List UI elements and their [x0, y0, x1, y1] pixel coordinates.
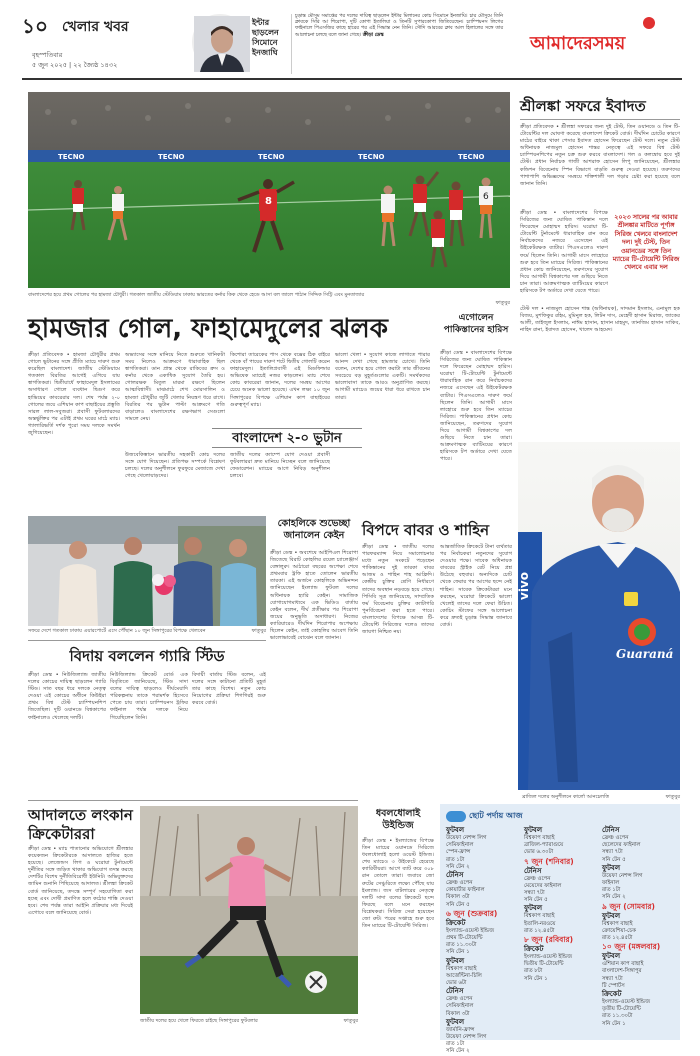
schedule-line: ভোর ৬.৩০টা [524, 849, 554, 856]
ad-board-text: TECNO [58, 153, 85, 161]
coach-photo [518, 442, 680, 790]
schedule-sport: টেনিস [446, 987, 464, 996]
schedule-line: সন্ধ্যা ৭টা [602, 975, 623, 982]
football-credit: ফাতুবুর [343, 1018, 358, 1024]
hero-caption [28, 292, 510, 299]
main-story-col4: ভালো খেলা • সুযোগ কাজে লাগাতে পারার আনন্দ দেখা গেছে হামজার চোখে। তিনি বলেন, দেশের হয়ে গোল করাটা তার জীবনের সবচেয়ে বড় মুহূর্তগুলোর একটি। সমর্থকদের ভালোবাসা তাকে আরও অনুপ্রাণিত করছে। আগামী ম্যাচেও জয়ের ধারা ধরে রাখতে চান তারা। [335, 352, 430, 401]
pakistan-body: ক্রীড়া ডেস্ক • বাংলাদেশের বিপক্ষে সিরিজের জন্য ঘোষিত পাকিস্তান দলে ফিরেছেন মোহাম্মদ হারিস। ঘরোয়া টি-টোয়েন্টি টুর্নামেন্টে ধারাবাহিক রান করে নির্বাচকদের নজরে এসেছেন এই উইকেটরক্ষক ব্যাটার। পিএসএলেও দারুণ ফর্মে ছিলেন তিনি। আগামী মাসে লাহোরে শুরু হবে তিন ম্যাচের সিরিজ। পাকিস্তানের প্রধান কোচ জানিয়েছেন, তরুণদের সুযোগ দিয়ে আগামী বিশ্বকাপের দল গুছিয়ে নিতে চান তারা। আক্রমণাত্মক ব্যাটিংয়ের কারণে হারিসকে টপ অর্ডারে দেখা যেতে পারে। [440, 350, 512, 463]
logo [530, 32, 680, 62]
lanka-body: ক্রীড়া ডেস্ক • ম্যাচ পাতানোর অভিযোগে শ্রীলঙ্কার কয়েকজন ক্রিকেটারকে আদালতে হাজির হতে হয়েছে। লেজেন্ডস লিগ ও ঘরোয়া টুর্নামেন্টে দুর্নীতির সঙ্গে জড়িত থাকার অভিযোগ তদন্ত করছে দেশটির বিশেষ দুর্নীতিবিরোধী ইউনিট। অভিযুক্তদের জামিন শুনানি পিছিয়েছে আদালত। শ্রীলঙ্কা ক্রিকেট বোর্ড জানিয়েছে, তদন্তে সম্পূর্ণ সহযোগিতা করা হচ্ছে এবং দোষী প্রমাণিত হলে কঠোর শাস্তি দেওয়া হবে। শেষ পর্যন্ত তারা আইনি প্রক্রিয়ার মধ্য দিয়েই এগোবে বলে জানিয়েছে বোর্ড। [28, 846, 133, 916]
kohli-body: ক্রীড়া ডেস্ক • অবশেষে আইপিএল শিরোপা জিতেছে বিরাট কোহলির রয়েল চ্যালেঞ্জার্স বেঙ্গালুরু। আঠারো বছরের অপেক্ষা শেষে প্রথমবার ট্রফি হাতে তোলেন ভারতীয় তারকা। এই অর্জনে কোহলিকে অভিনন্দন জানিয়েছেন ইংল্যান্ড ফুটবল দলের অধিনায়ক হ্যারি কেইন। সামাজিক যোগাযোগমাধ্যমে এক ভিডিও বার্তায় কেইন বলেন, দীর্ঘ প্রতীক্ষার পর শিরোপা জয়ের অনুভূতি অসাধারণ। নিজের ক্যারিয়ারেও দীর্ঘদিন শিরোপার অপেক্ষায় ছিলেন কেইন, তাই কোহলির আবেগ তিনি ভালোভাবেই বোঝেন বলে জানান। [270, 550, 358, 642]
hamza-image [28, 516, 266, 626]
hamza-caption-text: সফরে দেশে গতকাল ঢাকায় এয়ারপোর্টে এসে পৌঁছান ১০ জুন সিঙ্গাপুরের বিপক্ষে খেলবেন [28, 628, 206, 634]
sri-lanka-body-col [520, 210, 608, 300]
sri-lanka-body-cont: ক্রীড়া ডেস্ক • বাংলাদেশের বিপক্ষে সিরিজের জন্য ঘোষিত পাকিস্তান দলে ফিরেছেন মোহাম্মদ হারিস। ঘরোয়া টি-টোয়েন্টি টুর্নামেন্টে ধারাবাহিক রান করে নির্বাচকদের নজরে এসেছেন এই উইকেটরক্ষক ব্যাটার। পিএসএলেও দারুণ ফর্মে ছিলেন তিনি। আগামী মাসে লাহোরে শুরু হবে তিন ম্যাচের সিরিজ। পাকিস্তানের প্রধান কোচ জানিয়েছেন, তরুণদের সুযোগ দিয়ে আগামী বিশ্বকাপের দল গুছিয়ে নিতে চান তারা। আক্রমণাত্মক ব্যাটিংয়ের কারণে হারিসকে টপ অর্ডারে দেখা যেতে পারে। [520, 210, 608, 295]
schedule-line: মেয়েদের ফাইনাল [524, 882, 562, 889]
tv-icon [446, 811, 466, 822]
schedule-line: আর্জেন্টিনা-চিলি [446, 972, 482, 979]
score-banner: বাংলাদেশ ২-০ ভুটান [212, 428, 362, 448]
schedule-sport: ফুটবল [602, 952, 621, 961]
schedule-line: সনি টেন ২ [446, 863, 470, 870]
main-headline: হামজার গোল, ফাহামেদুলের ঝলক [28, 314, 388, 344]
sri-lanka-body: ক্রীড়া প্রতিবেদক • শ্রীলঙ্কা সফরের জন্য দুই টেস্ট, তিন ওয়ানডে ও তিন টি-টোয়েন্টির দল ঘোষণা করেছে বাংলাদেশ ক্রিকেট বোর্ড। দীর্ঘদিন চোটের কারণে মাঠের বাইরে থাকা পেসার ইবাদত হোসেন ফিরেছেন টেস্ট দলে। নতুন টেস্ট অধিনায়ক নাজমুল হোসেন শান্তর নেতৃত্বে এই সফরে বিশ্ব টেস্ট চ্যাম্পিয়নশিপের নতুন চক্র শুরু করবে বাংলাদেশ। গল ও কলম্বোয় হবে দুই টেস্ট। প্রধান নির্বাচক গাজী আশরাফ হোসেন লিপু জানিয়েছেন, শ্রীলঙ্কার কন্ডিশন বিবেচনায় স্পিন বিভাগে বাড়তি গুরুত্ব দেওয়া হয়েছে। তরুণদের পাশাপাশি অভিজ্ঞদের সমন্বয়ে শক্তিশালী দল গড়ার চেষ্টা করা হয়েছে বলে জানান তিনি। [520, 124, 680, 187]
schedule-sport: ফুটবল [446, 826, 465, 834]
lanka-divider [28, 800, 358, 801]
schedule-sport: টেনিস [524, 866, 542, 875]
schedule-date: ৮ জুন (রবিবার) [524, 935, 574, 945]
schedule-line: রাত ৮টা [524, 968, 543, 975]
schedule-box [440, 804, 680, 1055]
schedule-sport: ক্রিকেট [524, 945, 544, 954]
news-note-body [295, 14, 503, 74]
coach-image [518, 442, 680, 790]
schedule-line: ইতালি-নরওয়ে [524, 920, 556, 927]
schedule-line: সনি টেন ২ [602, 894, 626, 901]
babar-body-1: ক্রীড়া ডেস্ক • জাতীয় দলের পারফরম্যান্স নিয়ে সমালোচনার মধ্যে নতুন সংকটে পড়েছেন পাকিস্তানের দুই তারকা বাবর আজম ও শাহিন শাহ আফ্রিদি। কেন্দ্রীয় চুক্তির শ্রেণি নির্ধারণে তাদের অবস্থান নড়বড়ে হয়ে গেছে। পিসিবি সূত্র জানিয়েছে, সাম্প্রতিক ফর্ম বিবেচনায় চুক্তির ক্যাটাগরি পুনর্বিবেচনা করা হতে পারে। বাংলাদেশের বিপক্ষে আসন্ন টি-টোয়েন্টি সিরিজের দলেও তাদের জায়গা নিশ্চিত নয়। [362, 544, 434, 636]
schedule-sport: ফুটবল [446, 1017, 465, 1026]
news-note-byline: ক্রীড়া ডেস্ক [362, 32, 384, 38]
football-image [140, 806, 358, 1014]
schedule-line: বিশ্বকাপ বাছাই [446, 965, 477, 972]
ad-board-text: TECNO [158, 153, 185, 161]
portrait-image [194, 16, 250, 72]
ad-board-text: TECNO [458, 153, 485, 161]
schedule-line: ফ্রেঞ্চ ওপেন [446, 880, 473, 887]
schedule-line: স্পেন-ফ্রান্স [446, 849, 471, 856]
babar-body-2-text: আন্তর্জাতিক ক্রিকেটে টানা ব্যর্থতার পর নির্বাচকরা নতুনদের সুযোগ দেওয়ার পক্ষে। সাবেক অধিনায়ক বাবরের স্ট্রাইক রেট নিয়ে প্রশ্ন উঠেছে বহুবার। অন্যদিকে চোট থেকে ফেরার পর আগের ছন্দে নেই শাহিন। সাবেক ক্রিকেটাররা মনে করছেন, ঘরোয়া ক্রিকেটে ভালো খেলেই তাদের দলে ফেরা উচিত। [440, 544, 512, 607]
schedule-line: জার্মানি-ফ্রান্স [446, 1026, 475, 1033]
schedule-line: ক্রোয়েশিয়া-চেক [602, 927, 636, 934]
sponsor-text: Guaraná [616, 647, 674, 661]
main-story-col1: ক্রীড়া প্রতিবেদক • হামজা চৌধুরীর প্রথম গোলে ভুটানের সঙ্গে প্রীতি ম্যাচে দারুণ শুরু করেছিল বাংলাদেশ। জাতীয় স্টেডিয়ামে গতকাল বিরতির আগেই এগিয়ে যায় স্বাগতিকরা। দ্বিতীয়ার্ধে ফাহামেদুল ইসলামের অসাধারণ গোলে ব্যবধান দ্বিগুণ করে হাভিয়ের কাবরেরার দল। শেষ পর্যন্ত ২-০ গোলের জয়ে এশিয়ান কাপ বাছাইয়ের প্রস্তুতি সারল লাল-সবুজরা। প্রবাসী ফুটবলারদের অন্তর্ভুক্তির পর এটাই প্রথম ঘরের মাঠে ম্যাচ। গ্যালারিভর্তি দর্শক পুরো সময় দলকে সমর্থন জুগিয়েছেন। [28, 352, 120, 437]
west-indies-headline: ধবলধোলাই উইন্ডিজ [375, 808, 421, 831]
hamza-photo [28, 516, 266, 626]
svg-text:8: 8 [265, 196, 272, 207]
schedule-line: রাত ১২.৪৫টা [524, 927, 555, 934]
masthead-date: ৫ জুন ২০২৫ | ২২ জ্যৈষ্ঠ ১৪৩২ [32, 61, 118, 69]
schedule-col-2 [524, 826, 598, 1038]
schedule-line: ফ্রেঞ্চ ওপেন [446, 996, 473, 1003]
schedule-sport: ক্রিকেট [602, 990, 622, 999]
schedule-line: বিশ্বকাপ বাছাই [524, 913, 555, 920]
schedule-line: উয়েফা নেশন্স লিগ [446, 835, 487, 841]
masthead-divider [22, 78, 682, 80]
logo-mark-icon [642, 16, 656, 30]
schedule-line: সনি টেন ৫ [602, 856, 626, 863]
main-story-col2b: উজবেকিস্তানে ভারতীয় সহকারী কোচ দলের সঙ্গে যোগ দিয়েছেন। প্রতিপক্ষ সম্পর্কে বিশ্লেষণ চলছে। দলের অনুশীলনে ফুরফুরে মেজাজে দেখা গেছে খেলোয়াড়দের। [125, 452, 225, 480]
pakistan-headline: এগোলেন পাকিস্তানের হারিস [443, 313, 509, 335]
schedule-sport: ক্রিকেট [446, 918, 466, 927]
schedule-line: ইংল্যান্ড-ওয়েস্ট ইন্ডিজ [602, 999, 650, 1006]
coach-credit: ফাতুবুর [665, 794, 680, 800]
schedule-line: রাত ১২.৪৫টা [602, 935, 633, 942]
babar-body-2 [440, 544, 512, 796]
svg-text:6: 6 [483, 192, 489, 202]
kohli-headline: কোহলিকে শুভেচ্ছা জানালেন কেইন [277, 518, 351, 541]
logo-text: আমাদেরসময় [530, 33, 626, 54]
schedule-line: দ্বিতীয় টি-টোয়েন্টি [524, 961, 564, 968]
brand-text: vivo [517, 571, 531, 600]
schedule-sport: ফুটবল [602, 863, 621, 872]
garry-headline: বিদায় বললেন গ্যারি স্টিড [69, 647, 225, 665]
hamza-caption [28, 628, 238, 635]
main-story-col3: কিশোরা তারেকের পাস থেকে বক্সের ঠিক বাইরে থেকে বাঁ পায়ের দারুণ শটে দ্বিতীয় গোলটি করেন ফাহামেদুল। ইতালিপ্রবাসী এই মিডফিল্ডার অভিষেক ম্যাচেই নজর কাড়লেন। ম্যাচ শেষে কোচ কাবরেরা জানান, দলের সমন্বয় আগের চেয়ে অনেক ভালো হয়েছে। এখন লক্ষ্য ১০ জুন সিঙ্গাপুরের বিপক্ষে এশিয়ান কাপ বাছাইয়ের গুরুত্বপূর্ণ ম্যাচ। [230, 352, 330, 408]
ad-board-text: TECNO [258, 153, 285, 161]
schedule-date: ৯ জুন (সোমবার) [602, 901, 655, 911]
ad-board-text: TECNO [358, 153, 385, 161]
football-photo [140, 806, 358, 1014]
schedule-line: ফ্রেঞ্চ ওপেন [602, 835, 629, 841]
schedule-line: সনি টেন ৫ [524, 897, 548, 904]
schedule-line: ইংল্যান্ড-ওয়েস্ট ইন্ডিজ [524, 954, 572, 961]
garry-divider [28, 640, 266, 641]
schedule-date: ৬ জুন (শুক্রবার) [446, 908, 498, 918]
schedule-line: সনি টেন ১ [524, 975, 548, 982]
main-story-col2: অভ্যাসের সঙ্গে মানিয়ে নিতে শুরুতে খানিকটা সময় নিলেও আক্রমণে ধারাবাহিক ছিল স্বাগতিকরা। ডান প্রান্ত থেকে রাকিবের ক্রস ও কর্নার থেকে একাধিক সুযোগ তৈরি হয়। গোলরক্ষক মিতুল মারমা রক্ষণে ছিলেন আত্মবিশ্বাসী। মাঝমাঠে শেখ মোরসালিন ও হামজা চৌধুরীর জুটি খেলার নিয়ন্ত্রণ ধরে রাখে। বিরতির পর ভুটান পাল্টা আক্রমণে গতি বাড়ালেও বাংলাদেশের রক্ষণভাগ সেগুলো সামলে নেয়। [125, 352, 225, 422]
lanka-headline: আদালতে লংকান ক্রিকেটাররা [28, 806, 133, 843]
schedule-sport: ফুটবল [446, 956, 465, 965]
page-number: ১০ [22, 14, 48, 38]
garry-col3: বিদায়ী বার্তায় স্টিড বলেন, এই দলের সঙ্গে কাটানো প্রতিটি মুহূর্ত তার কাছে বিশেষ। নতুন কোচ নিয়োগের প্রক্রিয়া শিগগিরই শুরু করবে বোর্ড। [192, 672, 266, 707]
schedule-line: রাত ১টা [602, 887, 621, 894]
schedule-line: রাত ১টা [446, 856, 465, 863]
news-note-text: চূড়ান্ত মৌসুম সমাপ্তের পর দলের দায়িত্ব ছাড়লেন ইন্টার মিলানের কোচ সিমোনে ইনজাঘি। চার মৌসুমে তিনি ক্লাবকে সিরি আ শিরোপা, দুটি কোপা ইতালিয়া ও তিনটি সুপারকোপা জিতিয়েছেন। চ্যাম্পিয়নস লিগের ফাইনালে পিএসজির কাছে হারের পর এই সিদ্ধান্ত নেন তিনি। সৌদি আরবের ক্লাব আল হিলালের সঙ্গে তার আলোচনা চলছে বলে জানা গেছে। [295, 14, 503, 38]
schedule-line: বিশ্বকাপ বাছাই [602, 920, 633, 927]
schedule-col-1 [446, 826, 520, 1055]
schedule-title [446, 808, 523, 824]
schedule-sport: ফুটবল [524, 826, 543, 834]
simone-avatar [192, 14, 248, 70]
schedule-sport: ফুটবল [524, 904, 543, 913]
schedule-line: তৃতীয় টি-টোয়েন্টি [602, 1006, 641, 1013]
hero-caption-text: বাংলাদেশের হয়ে প্রথম গোলের পর হামজা চৌধুরী। গতকাল জাতীয় স্টেডিয়াম ঢাকায় ভারতের কর্নার কিক থেকে হেডে আসা বল জালে পাঠান সিদ্দিক সিট্টি এবং মুনতাজার [28, 292, 365, 298]
schedule-line: উয়েফা নেশন্স লিগ [602, 872, 643, 879]
sri-lanka-callout: ২০২৩ সালের পর আবার শ্রীলঙ্কার মাটিতে পূর্ণাঙ্গ সিরিজ খেলবে বাংলাদেশ দল। দুই টেস্ট, তিন ওয়ানডের সঙ্গে তিন ম্যাচের টি-টোয়েন্টি সিরিজ খেলবে এবার দল [612, 214, 680, 272]
schedule-col-3 [602, 826, 676, 1038]
coach-caption: ব্রাজিল দলের অনুশীলনে কার্লো আনচেলত্তি [522, 794, 609, 800]
schedule-line: রাত ১টা [446, 1041, 465, 1048]
west-indies-body: ক্রীড়া ডেস্ক • ইংল্যান্ডের বিপক্ষে তিন ম্যাচের ওয়ানডে সিরিজে ধবলধোলাই হলো ওয়েস্ট ইন্ডিজ। শেষ ম্যাচেও ৩ উইকেটে হেরেছে ক্যারিবীয়রা। আগে ব্যাট করে ৩০৮ রান তোলে তারা। জবাবে জো রুটের সেঞ্চুরিতে লক্ষ্যে পৌঁছে যায় ইংল্যান্ড। জস বাটলারের নেতৃত্বে দলটি সাদা বলের ক্রিকেটে ছন্দে ফিরছে বলে মনে করছেন বিশ্লেষকরা। সিরিজ সেরা হয়েছেন জো রুট। পরের সপ্তাহে শুরু হবে তিন ম্যাচের টি-টোয়েন্টি সিরিজ। [362, 838, 434, 930]
hero-photo [28, 92, 510, 288]
babar-headline: বিপদে বাবর ও শাহিন [362, 521, 490, 539]
sri-lanka-squad: টেস্ট দল • নাজমুল হোসেন শান্ত (অধিনায়ক), সাদমান ইসলাম, এনামুল হক বিজয়, মুশফিকুর রহিম, মুমিনুল হক, লিটন দাস, মেহেদী হাসান মিরাজ, জাকের আলী, তাইজুল ইসলাম, নাঈম হাসান, হাসান মাহমুদ, তানজিম হাসান সাকিব, নাহিদ রানা, ইবাদত হোসেন, খালেদ আহমেদ। [520, 306, 680, 334]
schedule-line: ফ্রেঞ্চ ওপেন [524, 875, 551, 882]
schedule-line: টি স্পোর্টস [602, 982, 625, 989]
schedule-line: সনি টেন ১ [602, 1020, 626, 1027]
schedule-line: সনি টেন ২ [446, 1048, 470, 1055]
schedule-title-text: ছোট পর্দায় আজ [469, 810, 523, 820]
schedule-line: সন্ধ্যা ৭টা [524, 890, 545, 897]
schedule-line: সনি টেন ৫ [446, 901, 470, 908]
news-note-title: ইন্টার ছাড়লেন সিমোনে ইনজাঘি [252, 18, 279, 57]
garry-col1: ক্রীড়া ডেস্ক • নিউজিল্যান্ড জাতীয় দলের কোচের দায়িত্ব ছাড়লেন গ্যারি স্টিড। সাত বছর ধরে দলকে নেতৃত্ব দেওয়া এই কোচের অধীনে কিউইরা প্রথম বিশ্ব টেস্ট চ্যাম্পিয়নশিপ জিতেছিল। দুটি ওয়ানডে বিশ্বকাপের ফাইনালেও খেলেছে দলটি। [28, 672, 106, 721]
schedule-line: রাত ১১.৩০টা [602, 1013, 633, 1020]
hamza-credit: ফাতুবুর [251, 628, 266, 634]
schedule-date: ১০ জুন (মঙ্গলবার) [602, 942, 661, 952]
section-title: খেলার খবর [62, 19, 129, 35]
schedule-line: এশিয়ান কাপ বাছাই [602, 961, 644, 968]
schedule-line: ইংল্যান্ড-ওয়েস্ট ইন্ডিজ [446, 927, 494, 934]
main-story-col3b: জাতীয় দলের ক্যাম্পে যোগ দেওয়া প্রবাসী ফুটবলাররা দ্রুত মানিয়ে নিচ্ছেন বলে জানিয়েছে ফেডারেশন। ম্যাচের আগে নিবিড় অনুশীলন চলবে। [230, 452, 330, 480]
schedule-line: সেমিফাইনাল [446, 1003, 474, 1010]
schedule-line: ফাইনাল [602, 880, 620, 887]
schedule-line: বিকাল ৩টা [446, 894, 470, 901]
schedule-line: বাংলাদেশ-সিঙ্গাপুর [602, 968, 642, 975]
schedule-line: প্রথম টি-টোয়েন্টি [446, 935, 483, 942]
schedule-line: রাত ১১.৩০টা [446, 942, 477, 949]
football-caption-text: জাতীয় দলের হয়ে খেলে ফিরতে চাইছে সিঙ্গাপুরের ফুটবলার [140, 1018, 258, 1024]
schedule-line: ছেলেদের ফাইনাল [602, 842, 641, 849]
schedule-line: কোয়ার্টার ফাইনাল [446, 887, 485, 894]
schedule-line: উয়েফা নেশন্স লিগ [446, 1034, 487, 1041]
schedule-line: ভোর ৬টা [446, 980, 467, 987]
schedule-line: সন্ধ্যা ৭টা [602, 849, 623, 856]
hero-credit: ফাতুবুর [495, 300, 510, 306]
football-caption [140, 1018, 320, 1025]
hero-image [28, 92, 510, 288]
sri-lanka-headline: শ্রীলঙ্কা সফরে ইবাদত [520, 92, 680, 120]
garry-col2: নিউজিল্যান্ড ক্রিকেট বোর্ড এক বিবৃতিতে জানিয়েছে, স্টিড সাদা বলের দায়িত্ব ছাড়লেও দীর্ঘমেয়াদি পরিকল্পনায় তাকে পরামর্শক হিসেবে পেতে চায় তারা। চ্যাম্পিয়নস ট্রফির ফাইনাল পর্যন্ত দলকে নিয়ে গিয়েছিলেন তিনি। [110, 672, 188, 721]
news-note-rule [291, 14, 292, 74]
schedule-line: সেমিফাইনাল [446, 842, 474, 849]
schedule-line: ব্রাজিল-প্যারাগুয়ে [524, 842, 564, 849]
schedule-date: ৭ জুন (শনিবার) [524, 856, 574, 866]
masthead-day: বৃহস্পতিবার [32, 51, 63, 59]
babar-body-3-text: কোচিং স্টাফের সঙ্গে আলোচনা করে দ্রুতই চূড়ান্ত সিদ্ধান্ত জানাবে বোর্ড। [440, 607, 512, 629]
schedule-line: সনি টেন ১ [446, 949, 470, 956]
schedule-line: বিকাল ৩টা [446, 1010, 470, 1017]
schedule-sport: টেনিস [602, 826, 620, 834]
schedule-sport: ফুটবল [602, 911, 621, 920]
schedule-line: বিশ্বকাপ বাছাই [524, 835, 555, 841]
schedule-sport: টেনিস [446, 871, 464, 880]
